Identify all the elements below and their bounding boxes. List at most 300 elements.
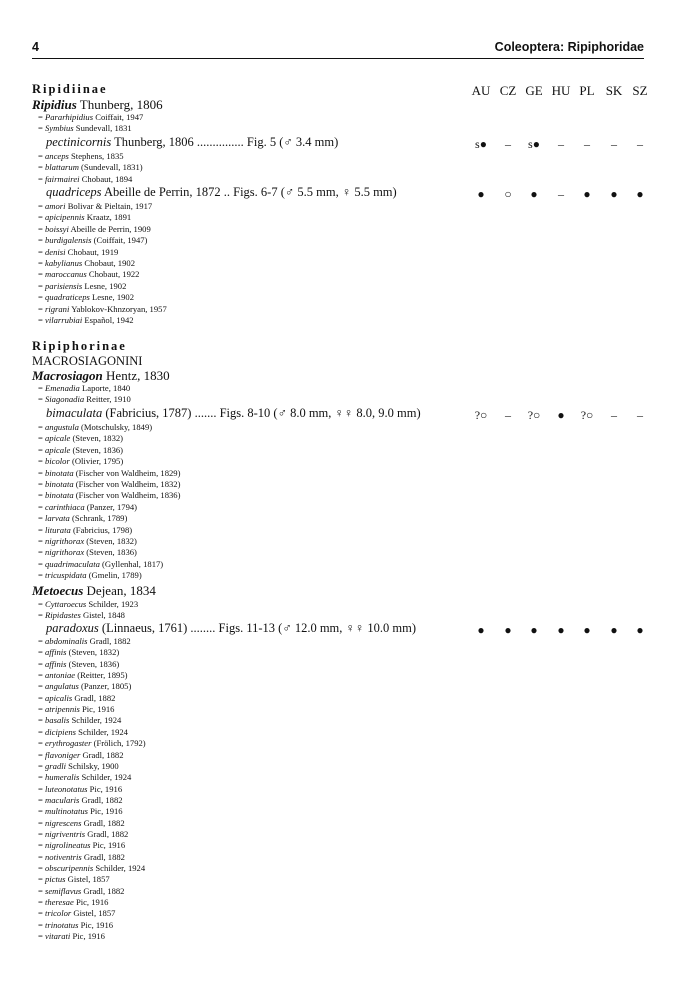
species-author: (Linnaeus, 1761) ........ Figs. 11-13 (♂ 12.0 mm, ♀♀ 10.0 mm) bbox=[98, 621, 417, 635]
synonym-prefix: = bbox=[38, 817, 45, 828]
synonym-name: kabylianus bbox=[45, 258, 83, 268]
synonym-name: tricolor bbox=[45, 908, 72, 919]
synonym-name: Ripidastes bbox=[45, 610, 81, 620]
synonym-author: Gradl, 1882 bbox=[81, 817, 125, 828]
synonym-name: apicale bbox=[45, 433, 71, 444]
distribution-mark: ● bbox=[583, 187, 591, 201]
synonym-author: Gradl, 1882 bbox=[79, 794, 123, 805]
subfamily-name: Ripiphorinae bbox=[32, 339, 127, 353]
distribution-mark: – bbox=[505, 408, 511, 422]
synonym-line bbox=[38, 305, 167, 314]
synonym-author: Gistel, 1857 bbox=[71, 908, 116, 919]
synonym-name: quadraticeps bbox=[45, 292, 90, 303]
running-title: Coleoptera: Ripiphoridae bbox=[494, 40, 644, 54]
synonym-author: (Fischer von Waldheim, 1836) bbox=[73, 490, 181, 501]
synonym-name: nigrolineatus bbox=[45, 840, 91, 851]
synonym-author: Pic, 1916 bbox=[87, 806, 123, 817]
species-name: quadriceps bbox=[46, 185, 102, 199]
synonym-line bbox=[38, 480, 180, 489]
synonym-line bbox=[38, 660, 119, 669]
synonym-prefix: = bbox=[38, 794, 45, 805]
synonym-line bbox=[38, 259, 135, 268]
synonym-author: (Fischer von Waldheim, 1829) bbox=[73, 467, 181, 478]
synonym-name: Pararhipidius bbox=[45, 112, 94, 122]
synonym-line bbox=[38, 819, 125, 828]
synonym-prefix: = bbox=[38, 749, 45, 760]
synonym-name: larvata bbox=[45, 513, 70, 524]
synonym-author: (Panzer, 1805) bbox=[78, 681, 132, 692]
synonym-name: rigrani bbox=[45, 303, 70, 314]
synonym-author: Gradl, 1882 bbox=[80, 749, 124, 760]
synonym-prefix: = bbox=[38, 806, 45, 817]
synonym-author: Schilder, 1924 bbox=[69, 715, 122, 726]
running-header bbox=[32, 40, 644, 59]
synonym-name: semiflavus bbox=[45, 885, 82, 896]
synonym-author: Lesne, 1902 bbox=[82, 280, 127, 291]
synonym-line bbox=[38, 163, 143, 172]
synonym-line bbox=[38, 175, 132, 184]
synonym-name: angustula bbox=[45, 422, 79, 432]
synonym-name: vilarrubiai bbox=[45, 315, 83, 325]
genus-author: Thunberg, 1806 bbox=[76, 97, 163, 112]
distribution-mark: – bbox=[611, 137, 617, 151]
synonym-line bbox=[38, 152, 124, 161]
species-line bbox=[46, 407, 421, 420]
species-line bbox=[46, 136, 338, 149]
synonym-line bbox=[38, 514, 127, 523]
synonym-author: Yablokov-Khnzoryan, 1957 bbox=[69, 303, 167, 314]
synonym-line bbox=[38, 225, 151, 234]
synonym-name: nigrithorax bbox=[45, 547, 85, 558]
synonym-name: anceps bbox=[45, 151, 69, 161]
synonym-prefix: = bbox=[38, 394, 45, 404]
synonym-line bbox=[38, 864, 145, 873]
synonym-name: atripennis bbox=[45, 704, 80, 715]
synonym-author: Pic, 1916 bbox=[79, 704, 115, 715]
synonym-line bbox=[38, 113, 143, 122]
synonym-author: Schilder, 1924 bbox=[93, 863, 146, 873]
species-name: paradoxus bbox=[46, 621, 99, 635]
distribution-mark: ● bbox=[530, 623, 538, 637]
synonym-prefix: = bbox=[38, 885, 45, 896]
synonym-prefix: = bbox=[38, 599, 45, 609]
synonym-name: burdigalensis bbox=[45, 235, 92, 246]
synonym-name: maroccanus bbox=[45, 269, 87, 280]
country-column-header: GE bbox=[525, 83, 543, 98]
synonym-line bbox=[38, 887, 124, 896]
synonym-line bbox=[38, 213, 131, 222]
synonym-name: apicale bbox=[45, 444, 71, 455]
synonym-line bbox=[38, 526, 132, 535]
synonym-prefix: = bbox=[38, 692, 45, 703]
synonym-name: angulatus bbox=[45, 681, 79, 692]
synonym-name: pictus bbox=[45, 874, 66, 885]
synonym-prefix: = bbox=[38, 162, 45, 173]
synonym-author: (Gmelin, 1789) bbox=[86, 570, 142, 581]
synonym-prefix: = bbox=[38, 919, 45, 930]
synonym-author: (Steven, 1832) bbox=[66, 647, 120, 658]
synonym-line bbox=[38, 124, 132, 133]
synonym-author: Reitter, 1910 bbox=[84, 394, 131, 404]
distribution-mark: ● bbox=[610, 187, 618, 201]
synonym-name: obscuripennis bbox=[45, 863, 94, 873]
synonym-prefix: = bbox=[38, 151, 45, 161]
synonym-line bbox=[38, 773, 131, 782]
synonym-name: Emenadia bbox=[45, 383, 80, 393]
synonym-line bbox=[38, 503, 137, 512]
synonym-prefix: = bbox=[38, 513, 45, 524]
synonym-author: (Steven, 1836) bbox=[66, 658, 120, 669]
page-number: 4 bbox=[32, 40, 39, 54]
synonym-line bbox=[38, 395, 131, 404]
synonym-prefix: = bbox=[38, 658, 45, 669]
synonym-name: nigriventris bbox=[45, 828, 86, 839]
synonym-prefix: = bbox=[38, 715, 45, 726]
synonym-name: multinotatus bbox=[45, 806, 88, 817]
synonym-line bbox=[38, 270, 139, 279]
synonym-prefix: = bbox=[38, 433, 45, 444]
synonym-line bbox=[38, 560, 163, 569]
synonym-author: Abeille de Perrin, 1909 bbox=[68, 223, 151, 234]
synonym-name: apicipennis bbox=[45, 212, 85, 223]
synonym-prefix: = bbox=[38, 783, 45, 794]
synonym-author: Schilder, 1924 bbox=[76, 726, 128, 737]
synonym-name: dicipiens bbox=[45, 726, 77, 737]
species-author: Thunberg, 1806 ............... Fig. 5 (♂ 3.4 mm) bbox=[111, 135, 339, 149]
distribution-mark: – bbox=[505, 137, 511, 151]
synonym-line bbox=[38, 236, 147, 245]
synonym-prefix: = bbox=[38, 467, 45, 478]
synonym-prefix: = bbox=[38, 524, 45, 535]
synonym-prefix: = bbox=[38, 422, 45, 432]
synonym-name: theresae bbox=[45, 897, 74, 908]
synonym-line bbox=[38, 671, 127, 680]
country-column-header: SK bbox=[605, 83, 623, 98]
species-author: (Fabricius, 1787) ....... Figs. 8-10 (♂ 8.0 mm, ♀♀ 8.0, 9.0 mm) bbox=[102, 406, 421, 420]
distribution-mark: – bbox=[637, 408, 643, 422]
synonym-author: (Fabricius, 1798) bbox=[70, 524, 133, 535]
country-column-header: HU bbox=[551, 83, 571, 98]
genus-name: Metoecus bbox=[32, 583, 84, 598]
distribution-mark: s● bbox=[475, 137, 487, 151]
distribution-mark: ● bbox=[610, 623, 618, 637]
synonym-author: Chobaut, 1894 bbox=[79, 173, 133, 184]
synonym-prefix: = bbox=[38, 173, 45, 184]
synonym-prefix: = bbox=[38, 704, 45, 715]
synonym-name: Symbius bbox=[45, 123, 74, 133]
synonym-name: amori bbox=[45, 201, 66, 211]
synonym-author: Laporte, 1840 bbox=[79, 383, 131, 393]
synonym-prefix: = bbox=[38, 670, 45, 681]
synonym-prefix: = bbox=[38, 269, 45, 280]
distribution-mark: – bbox=[558, 187, 564, 201]
synonym-line bbox=[38, 648, 119, 657]
synonym-line bbox=[38, 705, 114, 714]
species-author: Abeille de Perrin, 1872 .. Figs. 6-7 (♂ 5.5 mm, ♀ 5.5 mm) bbox=[101, 185, 397, 199]
tribe-heading bbox=[32, 355, 142, 368]
synonym-line bbox=[38, 611, 125, 620]
synonym-line bbox=[38, 571, 142, 580]
synonym-line bbox=[38, 491, 180, 500]
synonym-name: nigrescens bbox=[45, 817, 82, 828]
synonym-line bbox=[38, 909, 115, 918]
synonym-line bbox=[38, 202, 152, 211]
synonym-line bbox=[38, 384, 130, 393]
synonym-author: (Reitter, 1895) bbox=[75, 670, 128, 681]
synonym-author: (Coiffait, 1947) bbox=[91, 235, 148, 246]
synonym-line bbox=[38, 739, 146, 748]
synonym-name: abdominalis bbox=[45, 636, 88, 646]
synonym-author: Pic, 1916 bbox=[70, 931, 105, 942]
synonym-author: Gistel, 1848 bbox=[80, 610, 125, 620]
distribution-mark: ?○ bbox=[474, 408, 488, 422]
synonym-prefix: = bbox=[38, 726, 45, 737]
synonym-author: (Olivier, 1795) bbox=[69, 456, 124, 467]
genus-heading bbox=[32, 584, 156, 597]
synonym-author: Gradl, 1882 bbox=[81, 885, 125, 896]
synonym-author: Chobaut, 1919 bbox=[65, 246, 119, 257]
synonym-name: denisi bbox=[45, 246, 66, 257]
synonym-prefix: = bbox=[38, 681, 45, 692]
synonym-prefix: = bbox=[38, 570, 45, 581]
synonym-prefix: = bbox=[38, 303, 45, 314]
synonym-line bbox=[38, 921, 113, 930]
synonym-prefix: = bbox=[38, 840, 45, 851]
synonym-line bbox=[38, 898, 108, 907]
synonym-author: Coiffait, 1947 bbox=[93, 112, 144, 122]
synonym-line bbox=[38, 537, 137, 546]
synonym-prefix: = bbox=[38, 444, 45, 455]
distribution-mark: – bbox=[558, 137, 564, 151]
country-column-header: SZ bbox=[632, 83, 648, 98]
synonym-line bbox=[38, 457, 123, 466]
synonym-name: binotata bbox=[45, 490, 74, 501]
distribution-mark: ● bbox=[583, 623, 591, 637]
synonym-author: Pic, 1916 bbox=[73, 897, 109, 908]
synonym-line bbox=[38, 548, 137, 557]
synonym-prefix: = bbox=[38, 558, 45, 569]
synonym-author: Pic, 1916 bbox=[90, 840, 126, 851]
synonym-name: notiventris bbox=[45, 851, 82, 862]
synonym-author: Gradl, 1882 bbox=[87, 636, 131, 646]
synonym-line bbox=[38, 423, 152, 432]
synonym-prefix: = bbox=[38, 636, 45, 646]
synonym-line bbox=[38, 600, 138, 609]
synonym-author: Gradl, 1882 bbox=[85, 828, 129, 839]
distribution-mark: ● bbox=[477, 187, 485, 201]
genus-author: Hentz, 1830 bbox=[102, 368, 170, 383]
synonym-author: Gistel, 1857 bbox=[65, 874, 110, 885]
distribution-mark: – bbox=[637, 137, 643, 151]
synonym-prefix: = bbox=[38, 610, 45, 620]
synonym-name: vitarati bbox=[45, 931, 71, 942]
synonym-name: blattarum bbox=[45, 162, 79, 173]
synonym-name: carinthiaca bbox=[45, 501, 85, 512]
synonym-line bbox=[38, 293, 134, 302]
synonym-name: gradli bbox=[45, 760, 67, 771]
synonym-author: Pic, 1916 bbox=[78, 919, 114, 930]
synonym-line bbox=[38, 248, 118, 257]
synonym-author: Bolivar & Pieltain, 1917 bbox=[65, 201, 153, 211]
synonym-author: (Motschulsky, 1849) bbox=[78, 422, 153, 432]
synonym-line bbox=[38, 637, 131, 646]
synonym-name: boissyi bbox=[45, 223, 69, 234]
synonym-name: erythrogaster bbox=[45, 738, 92, 749]
species-name: bimaculata bbox=[46, 406, 103, 420]
distribution-mark: – bbox=[584, 137, 590, 151]
distribution-mark: ● bbox=[636, 187, 644, 201]
synonym-prefix: = bbox=[38, 490, 45, 501]
synonym-line bbox=[38, 932, 105, 941]
distribution-mark: ● bbox=[636, 623, 644, 637]
genus-name: Macrosiagon bbox=[32, 368, 103, 383]
distribution-mark: ● bbox=[557, 408, 565, 422]
synonym-prefix: = bbox=[38, 235, 45, 246]
synonym-prefix: = bbox=[38, 772, 45, 783]
synonym-author: Schilsky, 1900 bbox=[66, 760, 119, 771]
synonym-prefix: = bbox=[38, 123, 45, 133]
species-name: pectinicornis bbox=[46, 135, 112, 149]
synonym-prefix: = bbox=[38, 112, 45, 122]
synonym-line bbox=[38, 694, 115, 703]
synonym-prefix: = bbox=[38, 647, 45, 658]
distribution-mark: s● bbox=[528, 137, 540, 151]
synonym-author: Chobaut, 1922 bbox=[86, 269, 140, 280]
synonym-prefix: = bbox=[38, 456, 45, 467]
synonym-prefix: = bbox=[38, 897, 45, 908]
synonym-name: luteonotatus bbox=[45, 783, 88, 794]
synonym-line bbox=[38, 751, 124, 760]
synonym-author: (Steven, 1832) bbox=[70, 433, 124, 444]
synonym-name: binotata bbox=[45, 467, 74, 478]
synonym-line bbox=[38, 875, 110, 884]
synonym-prefix: = bbox=[38, 851, 45, 862]
synonym-name: fairmairei bbox=[45, 173, 80, 184]
synonym-prefix: = bbox=[38, 874, 45, 885]
synonym-author: (Frölich, 1792) bbox=[91, 738, 146, 749]
species-line bbox=[46, 622, 416, 635]
synonym-author: Español, 1942 bbox=[82, 315, 134, 325]
synonym-line bbox=[38, 807, 123, 816]
subfamily-name: Ripidiinae bbox=[32, 82, 108, 96]
synonym-line bbox=[38, 762, 119, 771]
synonym-line bbox=[38, 682, 131, 691]
synonym-name: quadrimaculata bbox=[45, 558, 100, 569]
country-column-header: CZ bbox=[499, 83, 517, 98]
synonym-line bbox=[38, 853, 125, 862]
synonym-author: (Panzer, 1794) bbox=[84, 501, 138, 512]
synonym-prefix: = bbox=[38, 280, 45, 291]
genus-heading bbox=[32, 98, 163, 111]
tribe-name: MACROSIAGONINI bbox=[32, 354, 143, 368]
synonym-author: (Fischer von Waldheim, 1832) bbox=[73, 479, 181, 489]
distribution-mark: ● bbox=[557, 623, 565, 637]
synonym-author: Schilder, 1923 bbox=[86, 599, 139, 609]
synonym-prefix: = bbox=[38, 931, 45, 942]
synonym-author: Lesne, 1902 bbox=[89, 292, 135, 303]
synonym-name: affinis bbox=[45, 658, 67, 669]
species-line bbox=[46, 186, 397, 199]
country-column-header: AU bbox=[471, 83, 491, 98]
synonym-prefix: = bbox=[38, 201, 45, 211]
synonym-author: (Schrank, 1789) bbox=[69, 513, 128, 524]
synonym-line bbox=[38, 841, 125, 850]
synonym-name: parisiensis bbox=[45, 280, 83, 291]
subfamily-heading bbox=[32, 340, 127, 353]
genus-author: Dejean, 1834 bbox=[83, 583, 156, 598]
synonym-line bbox=[38, 446, 123, 455]
distribution-mark: ● bbox=[504, 623, 512, 637]
synonym-prefix: = bbox=[38, 536, 45, 546]
synonym-line bbox=[38, 469, 180, 478]
synonym-line bbox=[38, 716, 121, 725]
distribution-mark: ● bbox=[477, 623, 485, 637]
genus-name: Ripidius bbox=[32, 97, 77, 112]
synonym-name: Cyttaroecus bbox=[45, 599, 87, 609]
synonym-name: antoniae bbox=[45, 670, 76, 681]
synonym-author: (Gyllenhal, 1817) bbox=[99, 558, 164, 569]
synonym-prefix: = bbox=[38, 212, 45, 223]
synonym-prefix: = bbox=[38, 828, 45, 839]
synonym-line bbox=[38, 434, 123, 443]
distribution-mark: ● bbox=[530, 187, 538, 201]
synonym-prefix: = bbox=[38, 738, 45, 749]
synonym-name: humeralis bbox=[45, 772, 80, 783]
synonym-name: Siagonadia bbox=[45, 394, 85, 404]
synonym-author: (Steven, 1832) bbox=[84, 536, 137, 546]
synonym-prefix: = bbox=[38, 292, 45, 303]
synonym-author: (Steven, 1836) bbox=[84, 547, 137, 558]
synonym-author: Gradl, 1882 bbox=[72, 692, 116, 703]
synonym-prefix: = bbox=[38, 258, 45, 268]
distribution-mark: ?○ bbox=[527, 408, 541, 422]
genus-heading bbox=[32, 369, 170, 382]
synonym-name: trinotatus bbox=[45, 919, 79, 930]
synonym-name: binotata bbox=[45, 479, 74, 489]
synonym-author: Sundevall, 1831 bbox=[73, 123, 132, 133]
synonym-line bbox=[38, 316, 134, 325]
synonym-prefix: = bbox=[38, 479, 45, 489]
synonym-prefix: = bbox=[38, 760, 45, 771]
synonym-author: (Steven, 1836) bbox=[70, 444, 124, 455]
synonym-line bbox=[38, 785, 122, 794]
synonym-prefix: = bbox=[38, 246, 45, 257]
synonym-name: tricuspidata bbox=[45, 570, 87, 581]
country-column-header: PL bbox=[579, 83, 595, 98]
synonym-line bbox=[38, 830, 128, 839]
synonym-prefix: = bbox=[38, 315, 45, 325]
synonym-name: basalis bbox=[45, 715, 70, 726]
synonym-line bbox=[38, 282, 126, 291]
distribution-mark: – bbox=[611, 408, 617, 422]
synonym-name: flavoniger bbox=[45, 749, 81, 760]
synonym-name: bicolor bbox=[45, 456, 70, 467]
synonym-author: Pic, 1916 bbox=[87, 783, 123, 794]
synonym-name: nigrithorax bbox=[45, 536, 85, 546]
synonym-author: Schilder, 1924 bbox=[79, 772, 132, 783]
synonym-prefix: = bbox=[38, 908, 45, 919]
subfamily-heading bbox=[32, 83, 108, 96]
synonym-name: affinis bbox=[45, 647, 67, 658]
synonym-prefix: = bbox=[38, 383, 45, 393]
distribution-mark: ?○ bbox=[580, 408, 594, 422]
synonym-prefix: = bbox=[38, 863, 45, 873]
synonym-prefix: = bbox=[38, 501, 45, 512]
synonym-author: Kraatz, 1891 bbox=[84, 212, 132, 223]
synonym-author: Gradl, 1882 bbox=[81, 851, 125, 862]
distribution-mark: ○ bbox=[504, 187, 512, 201]
synonym-prefix: = bbox=[38, 223, 45, 234]
